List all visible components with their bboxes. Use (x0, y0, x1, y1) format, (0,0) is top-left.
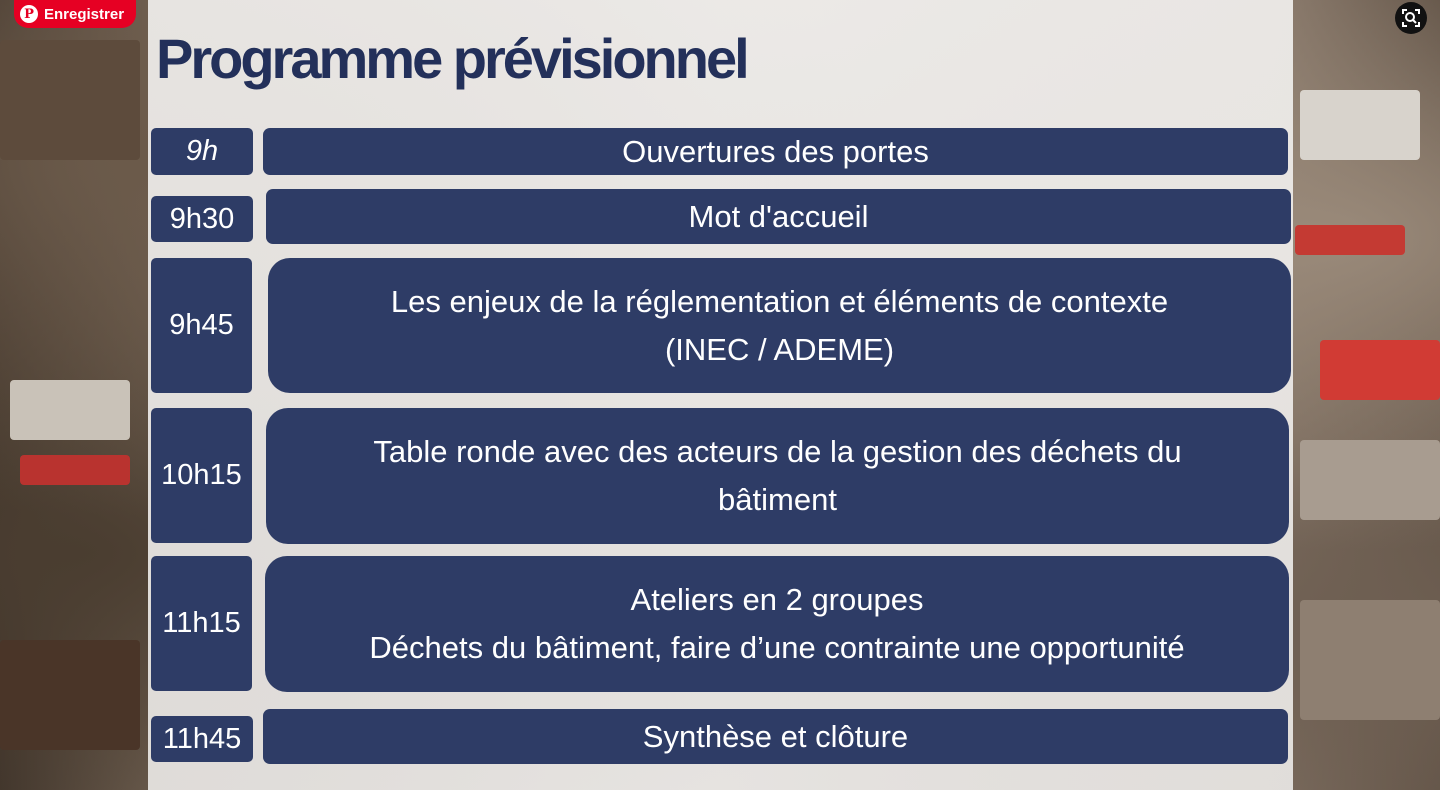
schedule-event-line: Table ronde avec des acteurs de la gestion des déchets du (373, 434, 1182, 469)
schedule-event-line: Ateliers en 2 groupes (630, 582, 924, 617)
schedule-time: 10h15 (151, 408, 252, 543)
schedule-time: 9h45 (151, 258, 252, 393)
visual-search-icon (1401, 8, 1421, 28)
schedule-event-line: (INEC / ADEME) (664, 331, 895, 367)
background-rubble (1300, 440, 1440, 520)
schedule-event-line: bâtiment (718, 482, 837, 517)
pinterest-save-label: Enregistrer (44, 5, 125, 23)
slide-title: Programme prévisionnel (156, 27, 747, 90)
schedule-event-line: Ouvertures des portes (622, 133, 929, 169)
schedule-event (266, 189, 1291, 244)
background-rubble (1300, 600, 1440, 720)
background-rubble (10, 380, 130, 440)
schedule-time: 11h15 (151, 556, 252, 691)
background-rubble (0, 40, 140, 160)
visual-search-button[interactable] (1395, 2, 1427, 34)
schedule-time: 11h45 (151, 716, 253, 762)
schedule-event (268, 258, 1291, 393)
background-rubble (1300, 90, 1420, 160)
schedule-event (263, 128, 1288, 175)
schedule-event (263, 709, 1288, 764)
background-rubble (20, 455, 130, 485)
schedule-event (266, 408, 1289, 544)
pinterest-logo-icon: P (20, 5, 38, 23)
background-rubble (1320, 340, 1440, 400)
schedule-time: 9h (151, 128, 253, 175)
background-rubble (1295, 225, 1405, 255)
schedule-time: 9h30 (151, 196, 253, 242)
background-rubble (0, 640, 140, 750)
schedule-event-line: Déchets du bâtiment, faire d’une contrainte une opportunité (369, 630, 1185, 665)
schedule-event (265, 556, 1289, 692)
schedule-event-line: Synthèse et clôture (642, 718, 909, 754)
pinterest-save-button[interactable] (14, 0, 136, 28)
schedule-event-line: Mot d'accueil (688, 198, 869, 234)
schedule-event-line: Les enjeux de la réglementation et éléments de contexte (390, 283, 1169, 319)
